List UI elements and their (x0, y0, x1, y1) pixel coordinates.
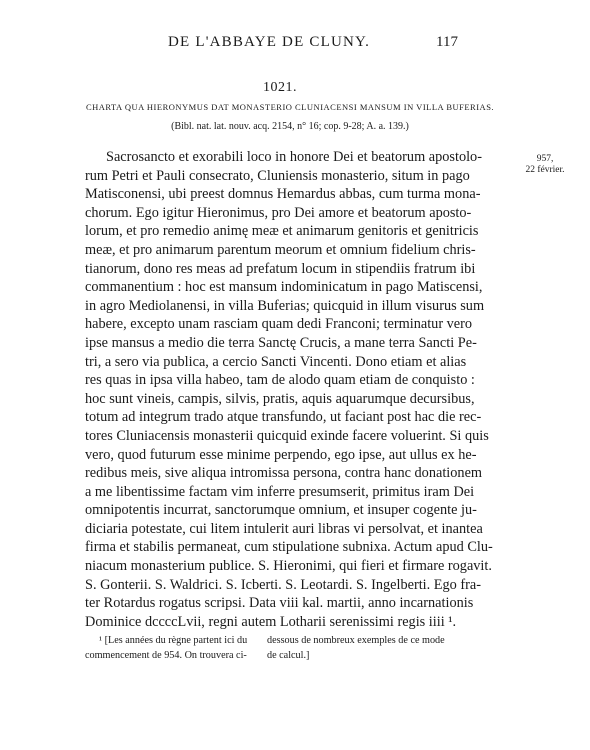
charter-number: 1021. (263, 80, 297, 95)
body-line: Dominice dccccLvii, regni autem Lotharii serenissimi regis iiii ¹. (85, 613, 457, 630)
body-line: omnipotentis incurrat, sanctorumque omnium, et insuper cogente ju- (85, 502, 477, 519)
footnote-right-column (267, 633, 467, 663)
body-line: tores Cluniacensis monasterii quicquid exinde facere voluerint. Si quis (85, 427, 489, 444)
body-line: Sacrosancto et exorabili loco in honore Dei et beatorum apostolo- (106, 149, 482, 165)
footnote-line: commencement de 954. On trouvera ci- (85, 650, 247, 661)
body-line: in agro Mediolanensi, in villa Buferias; quicquid in illum visurus sum (85, 297, 485, 314)
body-line: redibus meis, sive aliqua intromissa persona, contra hanc donationem (85, 465, 483, 482)
footnote-left-column (85, 633, 265, 663)
footnote-line: ¹ [Les années du règne partent ici du (99, 635, 248, 646)
body-line: niacum monasterium publice. S. Hieronimi, qui fieri et firmare rogavit. (85, 558, 492, 575)
body-line: hoc sunt vineis, campis, silvis, pratis, aquis aquarumque decursibus, (85, 390, 475, 407)
body-line: lorum, et pro remedio animę meæ et animarum genitoris et genitricis (85, 223, 479, 240)
body-line: tianorum, dono res meas ad prefatum locum in stipendiis fratrum ibi (85, 260, 476, 277)
body-line: tri, a sero via publica, a cercio Sancti Vincenti. Dono etiam et alias (85, 353, 467, 370)
body-line: meæ, et pro animarum parentum meorum et omnium fidelium chris- (85, 241, 476, 258)
page-number: 117 (436, 34, 458, 50)
footnote-line: de calcul.] (267, 650, 310, 661)
body-line: habere, excepto unam rasciam quam dedi Franconi; terminatur vero (85, 316, 473, 333)
body-line: chorum. Ego igitur Hieronimus, pro Dei amore et beatorum aposto- (85, 204, 472, 221)
source-reference: (Bibl. nat. lat. nouv. acq. 2154, n° 16; cop. 9-28; A. a. 139.) (171, 121, 409, 132)
body-line: diciaria potestate, cui litem intulerit auri libras vi persolvat, et inantea (85, 520, 483, 537)
body-line: rum Petri et Pauli consecrato, Cluniensis monasterio, situm in pago (85, 167, 470, 184)
body-line: commanentium : hoc est mansum indominicatum in pago Matiscensi, (85, 279, 483, 296)
body-line: vero, quod futurum esse minime perpendo, ego ipse, aut ullus ex he- (85, 446, 477, 463)
body-line: ter Rotardus rogatus scripsi. Data viii kal. martii, anno incarnationis (85, 595, 474, 612)
body-line: S. Gonterii. S. Waldrici. S. Icberti. S. Leotardi. S. Ingelberti. Ego fra- (85, 576, 482, 593)
footnote-line: dessous de nombreux exemples de ce mode (267, 635, 445, 646)
running-head (0, 34, 590, 54)
running-title: DE L'ABBAYE DE CLUNY. (168, 34, 371, 50)
body-line: a me libentissime factam vim inferre presumserit, primitus iram Dei (85, 483, 475, 500)
body-line: Matisconensi, ubi preest domnus Hemardus abbas, cum turma mona- (85, 186, 481, 203)
margin-year: 957, (536, 154, 554, 164)
body-line: ipse mansus a medio die terra Sanctę Crucis, a mane terra Sancti Pe- (85, 334, 477, 351)
charter-body (85, 148, 493, 631)
margin-date: 22 février. (525, 165, 565, 175)
body-line: res quas in ipsa villa habeo, tam de alodo quam etiam de conquisto : (85, 372, 475, 389)
body-line: firma et stabilis permaneat, cum stipulatione subnixa. Actum apud Clu- (85, 539, 493, 556)
charter-title: CHARTA QUA HIERONYMUS DAT MONASTERIO CLUNIACENSI MANSUM IN VILLA BUFERIAS. (85, 102, 495, 112)
body-line: totum ad integrum trado atque transfundo, ut faciant post hac die rec- (85, 409, 482, 426)
